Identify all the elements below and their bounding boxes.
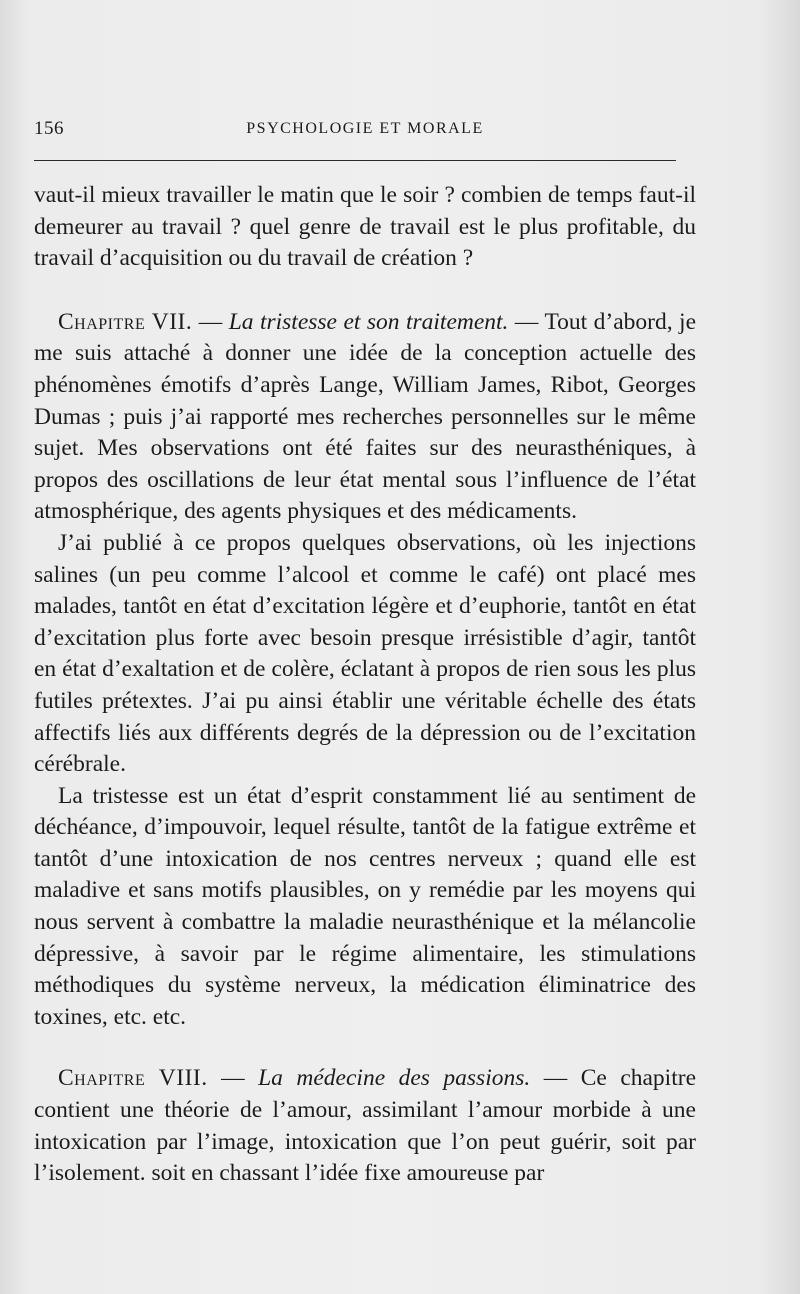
running-title: PSYCHOLOGIE ET MORALE: [246, 120, 484, 137]
chapter-viii-dash-1: —: [207, 1065, 259, 1092]
chapter-vii-text: Tout d’abord, je me suis attaché à donner une idée de la conception actuelle des phénomènes émotifs d’après Lange, William James, Ribot, Georges Dumas ; puis j’ai rapporté mes recherches personnelles sur le même sujet. Mes observations ont été faites sur des neurasthéniques, à propos des oscillations de leur état mental sous l’influence de l’état atmosphérique, des agents physiques et des médicaments.: [34, 308, 697, 525]
section-gap: [34, 275, 696, 307]
chapter-vii-title: La tristesse et son traitement.: [228, 308, 509, 335]
chapter-vii-dash-1: —: [192, 308, 229, 335]
chapter-viii-text: Ce chapitre contient une théorie de l’amour, assimilant l’amour morbide à une intoxication par l’image, intoxication que l’on peut guérir, soit par l’isolement. soit en chassant l’idée fixe amoureuse par: [34, 1065, 696, 1187]
chapter-vii-label: Chapitre VII.: [58, 308, 193, 335]
chapter-viii-label: Chapitre VIII.: [58, 1065, 208, 1092]
page-number: 156: [34, 118, 64, 139]
chapter-viii-dash-2: —: [530, 1065, 581, 1092]
chapter-vii-dash-2: —: [508, 308, 545, 335]
chapter-viii-summary: [34, 1063, 696, 1189]
chapter-vii-summary: [34, 307, 696, 528]
paragraph-tristesse: La tristesse est un état d’esprit constamment lié au sentiment de déchéance, d’impouvoir, lequel résulte, tantôt de la fatigue extrême et tantôt d’une intoxication de nos centres nerveux ; quand elle est maladive et sans motifs plausibles, on y remédie par les moyens qui nous servent à combattre la maladie neurasthénique et la mélancolie dépressive, à savoir par le régime alimentaire, les stimulations méthodiques du système nerveux, la médication éliminatrice des toxines, etc. etc.: [34, 782, 696, 1030]
section-gap: [34, 1033, 696, 1063]
paragraph-continuation: vaut-il mieux travailler le matin que le soir ? combien de temps faut-il demeurer au travail ? quel genre de travail est le plus profitable, du travail d’acquisition ou du travail de création ?: [34, 182, 696, 272]
chapter-viii-title: La médecine des passions.: [258, 1065, 531, 1092]
header-rule: [34, 160, 676, 161]
running-head: [34, 118, 676, 144]
paragraph-injections: J’ai publié à ce propos quelques observations, où les injections salines (un peu comme l’alcool et comme le café) ont placé mes malades, tantôt en état d’excitation légère et d’euphorie, tantôt en état d’excitation plus forte avec besoin presque irrésistible d’agir, tantôt en état d’exaltation et de colère, éclatant à propos de rien sous les plus futiles prétextes. J’ai pu ainsi établir une véritable échelle des états affectifs liés aux différents degrés de la dépression ou de l’excitation cérébrale.: [34, 529, 696, 778]
body-text: [34, 180, 696, 1190]
